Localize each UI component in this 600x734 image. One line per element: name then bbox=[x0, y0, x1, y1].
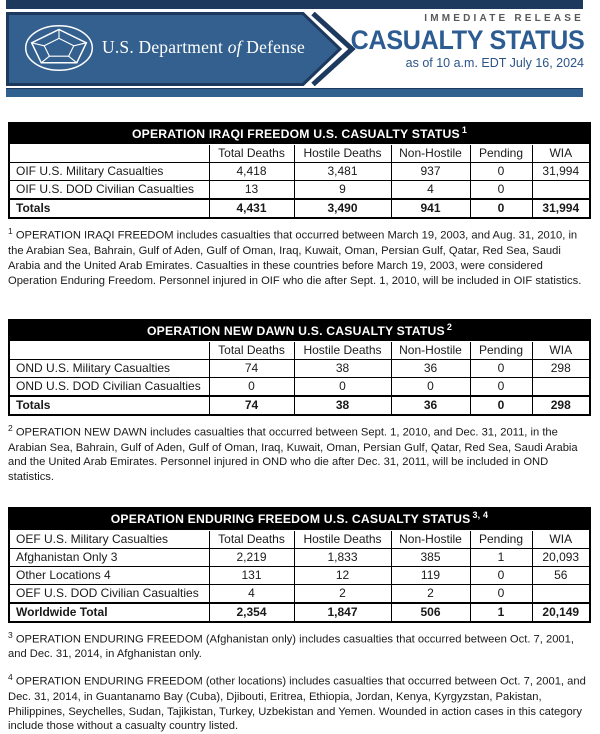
row-label: Totals bbox=[9, 199, 209, 218]
immediate-release-label: IMMEDIATE RELEASE bbox=[424, 13, 584, 24]
cell-value: 0 bbox=[470, 396, 532, 415]
cell-value: 36 bbox=[391, 396, 470, 415]
header-bottom-bar bbox=[6, 88, 583, 97]
footnote-ref: 1 bbox=[8, 226, 13, 237]
header bbox=[0, 0, 600, 96]
table-row bbox=[9, 199, 590, 218]
cell-value: 74 bbox=[209, 359, 294, 377]
cell-value: 1,833 bbox=[294, 548, 391, 566]
cell-value: 3,481 bbox=[294, 163, 391, 181]
cell-value: 38 bbox=[294, 396, 391, 415]
table-row bbox=[9, 181, 590, 200]
column-header: Hostile Deaths bbox=[294, 341, 391, 359]
cell-value: 4 bbox=[391, 181, 470, 200]
dept-name-prefix: U.S. Department bbox=[102, 37, 224, 57]
row-label: OIF U.S. DOD Civilian Casualties bbox=[9, 181, 209, 200]
row-label: OND U.S. Military Casualties bbox=[9, 359, 209, 377]
footnote-ref: 3 bbox=[8, 629, 13, 640]
dept-name-of: of bbox=[227, 37, 242, 57]
footnote-ref: 4 bbox=[8, 672, 13, 683]
dept-name-suffix: Defense bbox=[246, 37, 306, 57]
cell-value: 38 bbox=[294, 359, 391, 377]
table-row bbox=[9, 377, 590, 396]
header-top-bar bbox=[6, 0, 583, 9]
page-title: CASUALTY STATUS bbox=[350, 25, 584, 55]
row-label: Other Locations 4 bbox=[9, 566, 209, 584]
table-row bbox=[9, 548, 590, 566]
table-title: OPERATION NEW DAWN U.S. CASUALTY STATUS $^2$ bbox=[9, 320, 590, 342]
cell-value: 0 bbox=[470, 199, 532, 218]
cell-value: 3,490 bbox=[294, 199, 391, 218]
casualty-table-1 bbox=[8, 122, 591, 219]
row-label: Worldwide Total bbox=[9, 603, 209, 622]
cell-value: 0 bbox=[470, 377, 532, 396]
cell-value: 56 bbox=[532, 566, 590, 584]
table-title-footnote-ref: 3, 4 bbox=[472, 510, 489, 521]
casualty-section-1 bbox=[8, 122, 592, 289]
dept-name bbox=[102, 37, 305, 58]
column-header: WIA bbox=[532, 145, 590, 163]
cell-value: 2,219 bbox=[209, 548, 294, 566]
column-header: Hostile Deaths bbox=[294, 145, 391, 163]
cell-value: 12 bbox=[294, 566, 391, 584]
cell-value: 385 bbox=[391, 548, 470, 566]
column-header bbox=[9, 145, 209, 163]
casualty-table-2 bbox=[8, 319, 591, 416]
row-label: OEF U.S. DOD Civilian Casualties bbox=[9, 584, 209, 603]
cell-value bbox=[532, 584, 590, 603]
cell-value: 20,149 bbox=[532, 603, 590, 622]
cell-value: 0 bbox=[470, 584, 532, 603]
table-title: OPERATION ENDURING FREEDOM U.S. CASUALTY STATUS $^{3, 4}$ bbox=[9, 508, 590, 530]
table-row bbox=[9, 359, 590, 377]
table-title: OPERATION IRAQI FREEDOM U.S. CASUALTY STATUS $^1$ bbox=[9, 123, 590, 145]
table-row bbox=[9, 603, 590, 622]
cell-value: 20,093 bbox=[532, 548, 590, 566]
footnote-2: $^2$ OPERATION NEW DAWN includes casualties that occurred between Sept. 1, 2010, and Dec. 31, 2011, in the Arabian Sea, Bahrain, Gulf of Aden, Gulf of Oman, Iraq, Kuwait, Oman, Persian Gulf, Qatar, Red Sea, Saudi Arabia and the United Arab Emirates. Personnel injured in OND who die after Dec. 31, 2011, will be included in OND statistics. bbox=[8, 422, 578, 484]
footnote-4: $^4$ OPERATION ENDURING FREEDOM (other locations) includes casualties that occurred between Oct. 7, 2001, and Dec. 31, 2014, in Guantanamo Bay (Cuba), Djibouti, Eritrea, Ethiopia, Jordan, Kenya, Kyrgyzstan, Pakistan, Philippines, Seychelles, Sudan, Tajikistan, Turkey, Uzbekistan and Yemen. Wounded in action cases in this category include those without a casualty country listed. bbox=[8, 672, 586, 733]
row-label: Totals bbox=[9, 396, 209, 415]
column-header: Total Deaths bbox=[209, 145, 294, 163]
cell-value: 2 bbox=[294, 584, 391, 603]
cell-value: 941 bbox=[391, 199, 470, 218]
column-header: OEF U.S. Military Casualties bbox=[9, 530, 209, 548]
table-title-footnote-ref: 2 bbox=[446, 321, 453, 332]
cell-value: 0 bbox=[470, 163, 532, 181]
dod-pentagon-logo bbox=[22, 20, 96, 76]
row-label: OND U.S. DOD Civilian Casualties bbox=[9, 377, 209, 396]
row-label: OIF U.S. Military Casualties bbox=[9, 163, 209, 181]
column-header: Non-Hostile bbox=[391, 530, 470, 548]
column-header: Total Deaths bbox=[209, 341, 294, 359]
cell-value: 119 bbox=[391, 566, 470, 584]
sections bbox=[8, 122, 592, 734]
cell-value: 937 bbox=[391, 163, 470, 181]
cell-value: 0 bbox=[391, 377, 470, 396]
table-row bbox=[9, 396, 590, 415]
footnote-ref: 2 bbox=[8, 422, 13, 433]
header-right-block bbox=[333, 13, 585, 70]
cell-value: 74 bbox=[209, 396, 294, 415]
casualty-section-2 bbox=[8, 319, 592, 486]
table-title-footnote-ref: 1 bbox=[461, 125, 468, 135]
cell-value: 0 bbox=[470, 566, 532, 584]
cell-value: 0 bbox=[209, 377, 294, 396]
row-label: Afghanistan Only 3 bbox=[9, 548, 209, 566]
cell-value: 298 bbox=[532, 396, 590, 415]
cell-value: 31,994 bbox=[532, 199, 590, 218]
cell-value: 0 bbox=[294, 377, 391, 396]
cell-value: 13 bbox=[209, 181, 294, 200]
footnote-3: $^3$ OPERATION ENDURING FREEDOM (Afghanistan only) includes casualties that occurred between Oct. 7, 2001, and Dec. 31, 2014, in Afghanistan only. bbox=[8, 629, 574, 661]
cell-value: 4 bbox=[209, 584, 294, 603]
cell-value: 0 bbox=[470, 181, 532, 200]
cell-value: 9 bbox=[294, 181, 391, 200]
column-header: Pending bbox=[470, 530, 532, 548]
cell-value: 36 bbox=[391, 359, 470, 377]
table-row bbox=[9, 584, 590, 603]
cell-value: 1,847 bbox=[294, 603, 391, 622]
footnote-1: $^1$ OPERATION IRAQI FREEDOM includes casualties that occurred between March 19, 2003, and Aug. 31, 2010, in the Arabian Sea, Bahrain, Gulf of Aden, Gulf of Oman, Iraq, Kuwait, Oman, Persian Gulf, Qatar, Red Sea, Saudi Arabia and the United Arab Emirates. Casualties in these countries before March 19, 2003, were considered Operation Enduring Freedom. Personnel injured in OIF who die after Sept. 1, 2010, will be included in OIF statistics. bbox=[8, 226, 582, 287]
cell-value bbox=[532, 181, 590, 200]
column-header: Non-Hostile bbox=[391, 341, 470, 359]
cell-value: 2,354 bbox=[209, 603, 294, 622]
as-of-date: as of 10 a.m. EDT July 16, 2024 bbox=[405, 56, 584, 71]
cell-value: 1 bbox=[470, 548, 532, 566]
column-header: Pending bbox=[470, 145, 532, 163]
column-header bbox=[9, 341, 209, 359]
cell-value: 4,418 bbox=[209, 163, 294, 181]
cell-value: 31,994 bbox=[532, 163, 590, 181]
column-header: Pending bbox=[470, 341, 532, 359]
table-row bbox=[9, 566, 590, 584]
cell-value: 4,431 bbox=[209, 199, 294, 218]
column-header: Total Deaths bbox=[209, 530, 294, 548]
cell-value: 1 bbox=[470, 603, 532, 622]
cell-value: 2 bbox=[391, 584, 470, 603]
cell-value: 0 bbox=[470, 359, 532, 377]
cell-value: 506 bbox=[391, 603, 470, 622]
casualty-section-3 bbox=[8, 507, 592, 734]
column-header: WIA bbox=[532, 341, 590, 359]
column-header: Non-Hostile bbox=[391, 145, 470, 163]
cell-value: 298 bbox=[532, 359, 590, 377]
cell-value bbox=[532, 377, 590, 396]
table-row bbox=[9, 163, 590, 181]
casualty-table-3 bbox=[8, 507, 591, 622]
cell-value: 131 bbox=[209, 566, 294, 584]
column-header: WIA bbox=[532, 530, 590, 548]
column-header: Hostile Deaths bbox=[294, 530, 391, 548]
